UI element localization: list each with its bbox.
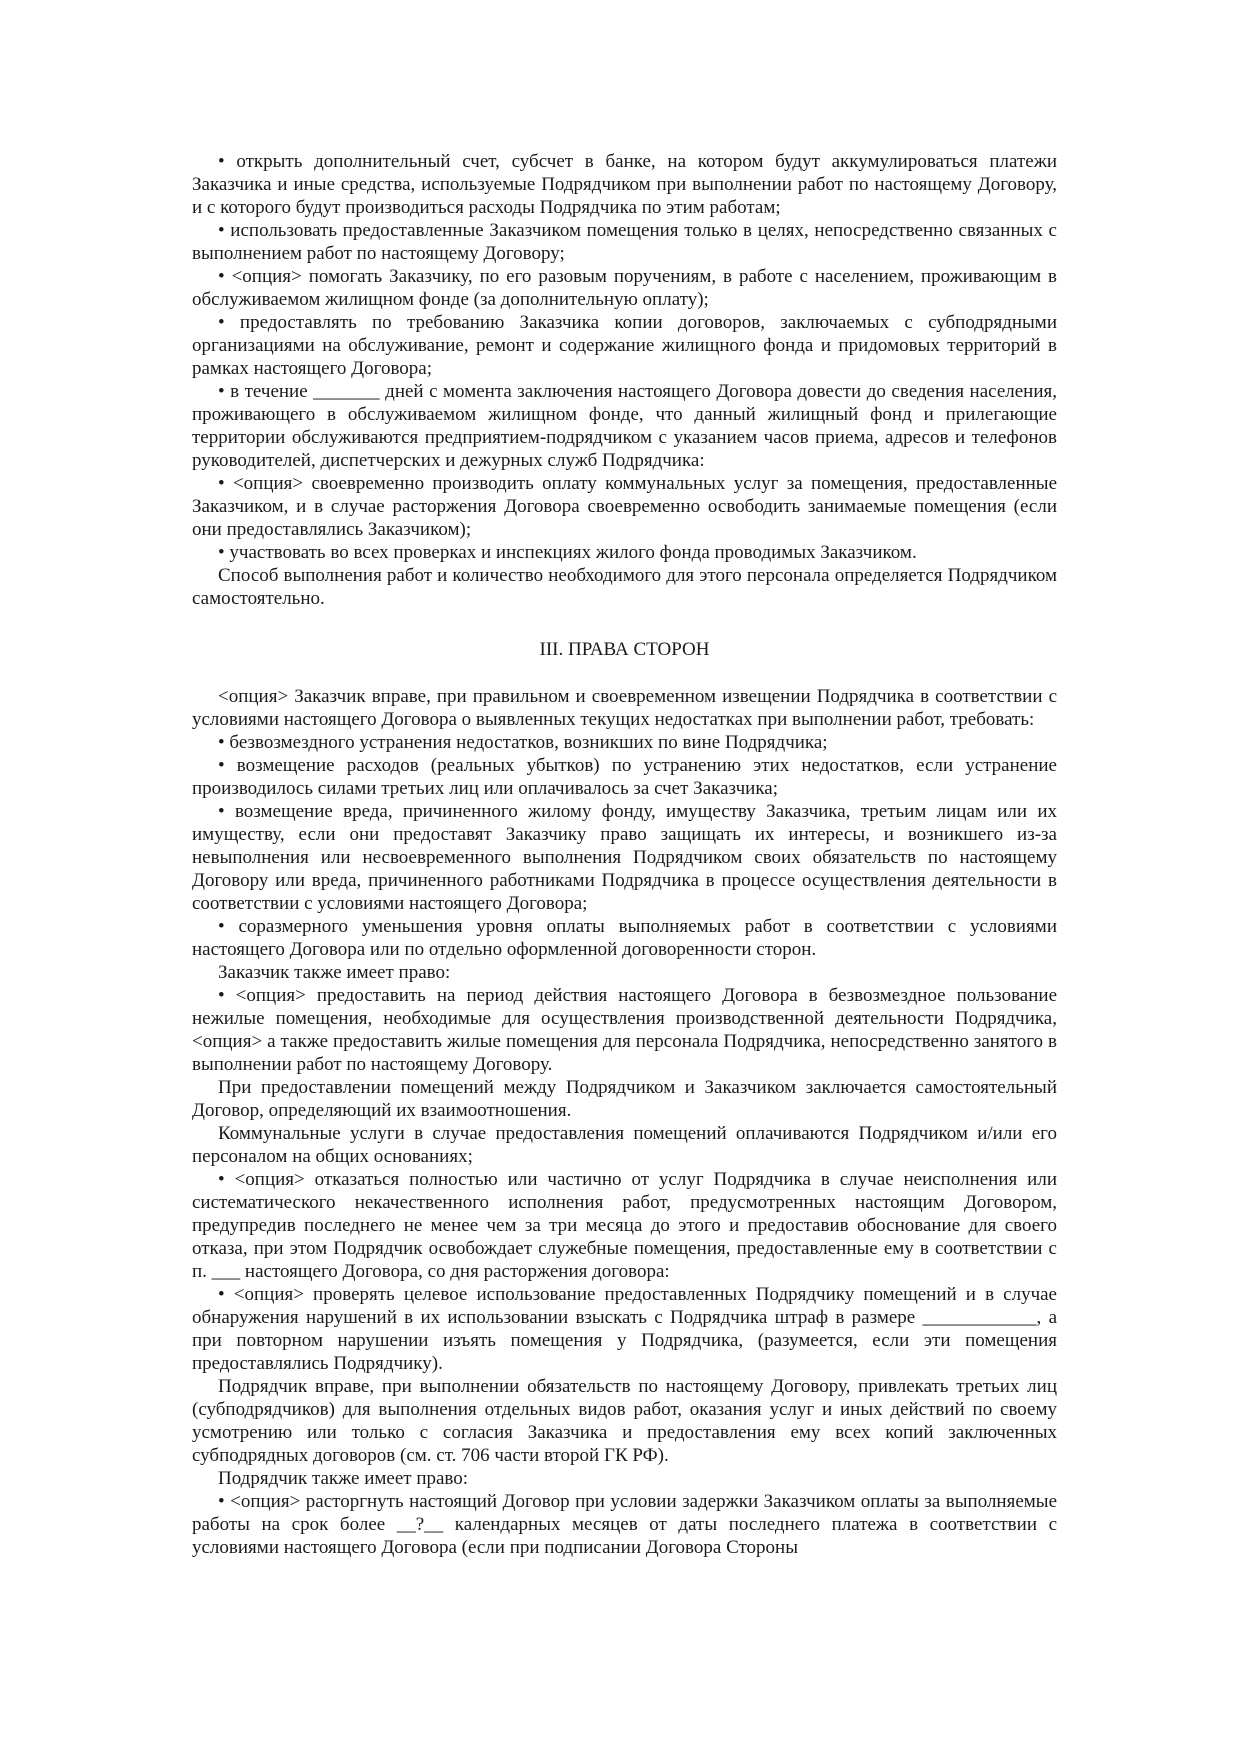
paragraph: • соразмерного уменьшения уровня оплаты выполняемых работ в соответствии с условиями настоящего Договора или по отдельно оформленной договоренности сторон. (192, 916, 1057, 960)
paragraph: • открыть дополнительный счет, субсчет в банке, на котором будут аккумулироваться платежи Заказчика и иные средства, используемые Подрядчиком при выполнении работ по настоящему Договору, и с которого будут производиться расходы Подрядчика по этим работам; (192, 151, 1057, 218)
paragraph: • <опция> отказаться полностью или частично от услуг Подрядчика в случае неисполнения или систематического некачественного исполнения работ, предусмотренных настоящим Договором, предупредив последнего не менее чем за три месяца до этого и предоставив обоснование для своего отказа, при этом Подрядчик освобождает служебные помещения, предоставленные ему в соответствии с п. ___ настоящего Договора, со дня расторжения договора: (192, 1169, 1057, 1282)
paragraph: • <опция> помогать Заказчику, по его разовым поручениям, в работе с населением, проживающим в обслуживаемом жилищном фонде (за дополнительную оплату); (192, 266, 1057, 310)
paragraph: Коммунальные услуги в случае предоставления помещений оплачиваются Подрядчиком и/или его персоналом на общих основаниях; (192, 1123, 1057, 1167)
paragraph: При предоставлении помещений между Подрядчиком и Заказчиком заключается самостоятельный Договор, определяющий их взаимоотношения. (192, 1077, 1057, 1121)
paragraph: • участвовать во всех проверках и инспекциях жилого фонда проводимых Заказчиком. (218, 542, 917, 563)
paragraph: Способ выполнения работ и количество необходимого для этого персонала определяется Подрядчиком самостоятельно. (192, 565, 1057, 609)
paragraph: • <опция> предоставить на период действия настоящего Договора в безвозмездное пользование нежилые помещения, необходимые для осуществления производственной деятельности Подрядчика, <опция> а также предоставить жилые помещения для персонала Подрядчика, непосредственно занятого в выполнении работ по настоящему Договору. (192, 985, 1057, 1075)
paragraph: • безвозмездного устранения недостатков, возникших по вине Подрядчика; (218, 732, 828, 753)
paragraph: • в течение _______ дней с момента заключения настоящего Договора довести до сведения населения, проживающего в обслуживаемом жилищном фонде, что данный жилищный фонд и прилегающие территории обслуживаются предприятием-подрядчиком с указанием часов приема, адресов и телефонов руководителей, диспетчерских и дежурных служб Подрядчика: (192, 381, 1057, 471)
document-page (192, 150, 1057, 1559)
paragraph: • возмещение расходов (реальных убытков) по устранению этих недостатков, если устранение производилось силами третьих лиц или оплачивалось за счет Заказчика; (192, 755, 1057, 799)
paragraph: • возмещение вреда, причиненного жилому фонду, имуществу Заказчика, третьим лицам или их имуществу, если они предоставят Заказчику право защищать их интересы, и возникшего из-за невыполнения или несвоевременного выполнения Подрядчиком своих обязательств по настоящему Договору или вреда, причиненного работниками Подрядчика в процессе осуществления деятельности в соответствии с условиями настоящего Договора; (192, 801, 1057, 914)
paragraph: Подрядчик вправе, при выполнении обязательств по настоящему Договору, привлекать третьих лиц (субподрядчиков) для выполнения отдельных видов работ, оказания услуг и иных действий по своему усмотрению или только с согласия Заказчика и предоставления ему всех копий заключенных субподрядных договоров (см. ст. 706 части второй ГК РФ). (192, 1376, 1057, 1466)
paragraph: • использовать предоставленные Заказчиком помещения только в целях, непосредственно связанных с выполнением работ по настоящему Договору; (192, 220, 1057, 264)
paragraph: <опция> Заказчик вправе, при правильном и своевременном извещении Подрядчика в соответствии с условиями настоящего Договора о выявленных текущих недостатках при выполнении работ, требовать: (192, 686, 1057, 730)
paragraph: • <опция> расторгнуть настоящий Договор при условии задержки Заказчиком оплаты за выполняемые работы на срок более __?__ календарных месяцев от даты последнего платежа в соответствии с условиями настоящего Договора (если при подписании Договора Стороны (192, 1491, 1057, 1558)
paragraph: • <опция> проверять целевое использование предоставленных Подрядчику помещений и в случае обнаружения нарушений в их использовании взыскать с Подрядчика штраф в размере ____________, а при повторном нарушении изъять помещения у Подрядчика, (разумеется, если эти помещения предоставлялись Подрядчику). (192, 1284, 1057, 1374)
paragraph: Подрядчик также имеет право: (218, 1468, 469, 1489)
paragraph: • предоставлять по требованию Заказчика копии договоров, заключаемых с субподрядными организациями на обслуживание, ремонт и содержание жилищного фонда и придомовых территорий в рамках настоящего Договора; (192, 312, 1057, 379)
paragraph: Заказчик также имеет право: (218, 962, 451, 983)
obligations-section (192, 150, 1057, 610)
section-heading: III. ПРАВА СТОРОН (539, 639, 710, 660)
rights-section (192, 685, 1057, 1559)
paragraph: • <опция> своевременно производить оплату коммунальных услуг за помещения, предоставленные Заказчиком, и в случае расторжения Договора своевременно освободить занимаемые помещения (если они предоставлялись Заказчиком); (192, 473, 1057, 540)
